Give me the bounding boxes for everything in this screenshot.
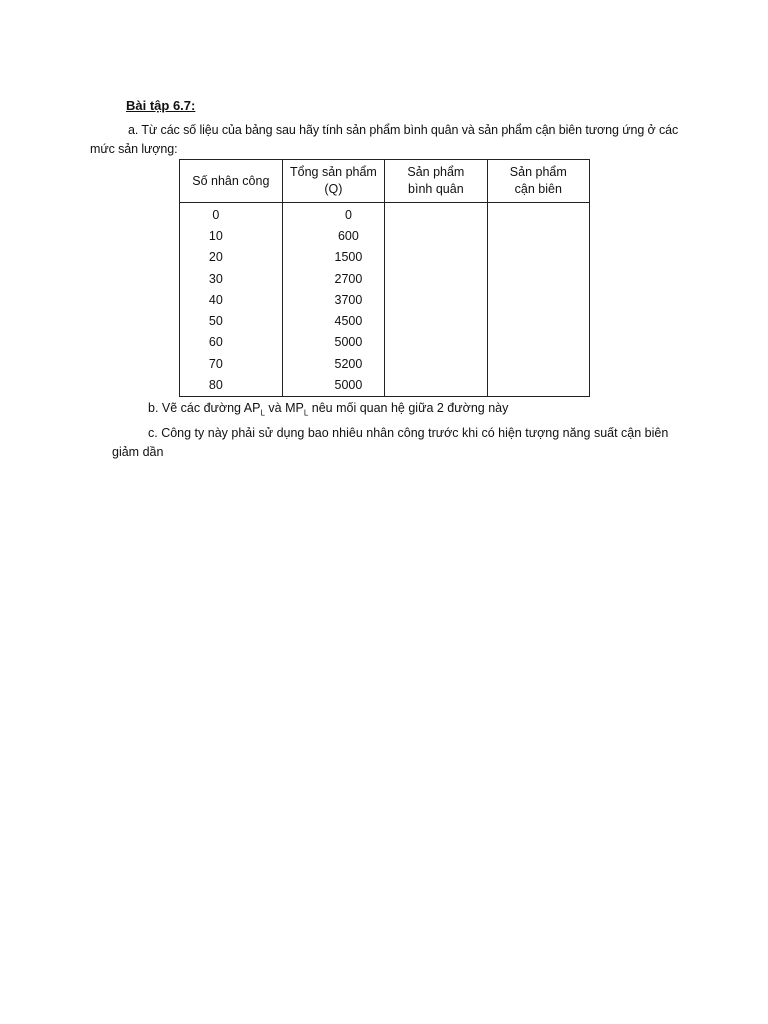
table-row bbox=[180, 310, 590, 331]
cell-workers: 20 bbox=[180, 247, 283, 268]
cell-output: 4500 bbox=[282, 310, 384, 331]
table-row bbox=[180, 247, 590, 268]
header-workers bbox=[180, 160, 283, 203]
header-average-product bbox=[385, 160, 487, 203]
part-b-text bbox=[148, 401, 508, 418]
part-b-subscript-ap: L bbox=[260, 408, 265, 418]
header-total-product-line1: Tổng sản phẩm bbox=[289, 165, 377, 179]
header-marginal-product-line2: cận biên bbox=[514, 182, 562, 196]
table-row bbox=[180, 374, 590, 396]
table-row bbox=[180, 203, 590, 226]
table-header-row bbox=[180, 160, 590, 203]
cell-output: 2700 bbox=[282, 268, 384, 289]
cell-average-product bbox=[385, 225, 487, 246]
table-row bbox=[180, 225, 590, 246]
cell-workers: 70 bbox=[180, 353, 283, 374]
part-b-suffix: nêu mối quan hệ giữa 2 đường này bbox=[308, 401, 509, 415]
cell-marginal-product bbox=[487, 310, 589, 331]
part-a-text: a. Từ các số liệu của bảng sau hãy tính sản phẩm bình quân và sản phẩm cận biên tương ứng ở các mức sản lượng: bbox=[90, 123, 679, 156]
cell-average-product bbox=[385, 310, 487, 331]
cell-workers: 80 bbox=[180, 374, 283, 396]
table-row bbox=[180, 268, 590, 289]
part-b-subscript-mp: L bbox=[303, 408, 309, 418]
cell-marginal-product bbox=[487, 268, 589, 289]
cell-workers: 0 bbox=[180, 203, 283, 226]
cell-output: 600 bbox=[282, 225, 384, 246]
cell-output: 5000 bbox=[282, 332, 384, 353]
cell-marginal-product bbox=[487, 353, 589, 374]
cell-output: 3700 bbox=[282, 289, 384, 310]
header-workers-label: Số nhân công bbox=[192, 173, 270, 188]
cell-average-product bbox=[385, 332, 487, 353]
cell-average-product bbox=[385, 289, 487, 310]
part-b-prefix: b. Vẽ các đường AP bbox=[148, 401, 261, 415]
production-table bbox=[179, 159, 590, 397]
table-row bbox=[180, 332, 590, 353]
part-c-text: c. Công ty này phải sử dụng bao nhiêu nhân công trước khi có hiện tượng năng suất cận biên giảm dần bbox=[112, 426, 669, 459]
exercise-title: Bài tập 6.7: bbox=[126, 98, 196, 113]
cell-output: 0 bbox=[282, 203, 384, 226]
header-total-product-line2: (Q) bbox=[324, 182, 343, 196]
header-marginal-product-line1: Sản phẩm bbox=[509, 165, 567, 179]
part-b-mid: và MP bbox=[264, 401, 304, 415]
header-average-product-line2: bình quân bbox=[408, 182, 464, 196]
header-average-product-line1: Sản phẩm bbox=[407, 165, 465, 179]
cell-average-product bbox=[385, 268, 487, 289]
cell-marginal-product bbox=[487, 203, 589, 226]
cell-workers: 40 bbox=[180, 289, 283, 310]
cell-output: 5000 bbox=[282, 374, 384, 396]
cell-workers: 10 bbox=[180, 225, 283, 246]
cell-marginal-product bbox=[487, 289, 589, 310]
cell-average-product bbox=[385, 203, 487, 226]
cell-marginal-product bbox=[487, 374, 589, 396]
cell-marginal-product bbox=[487, 225, 589, 246]
cell-average-product bbox=[385, 247, 487, 268]
table-row bbox=[180, 289, 590, 310]
cell-average-product bbox=[385, 353, 487, 374]
header-total-product bbox=[282, 160, 384, 203]
cell-output: 5200 bbox=[282, 353, 384, 374]
cell-workers: 60 bbox=[180, 332, 283, 353]
table-row bbox=[180, 353, 590, 374]
cell-workers: 50 bbox=[180, 310, 283, 331]
cell-marginal-product bbox=[487, 247, 589, 268]
header-marginal-product bbox=[487, 160, 589, 203]
cell-average-product bbox=[385, 374, 487, 396]
cell-output: 1500 bbox=[282, 247, 384, 268]
cell-workers: 30 bbox=[180, 268, 283, 289]
cell-marginal-product bbox=[487, 332, 589, 353]
